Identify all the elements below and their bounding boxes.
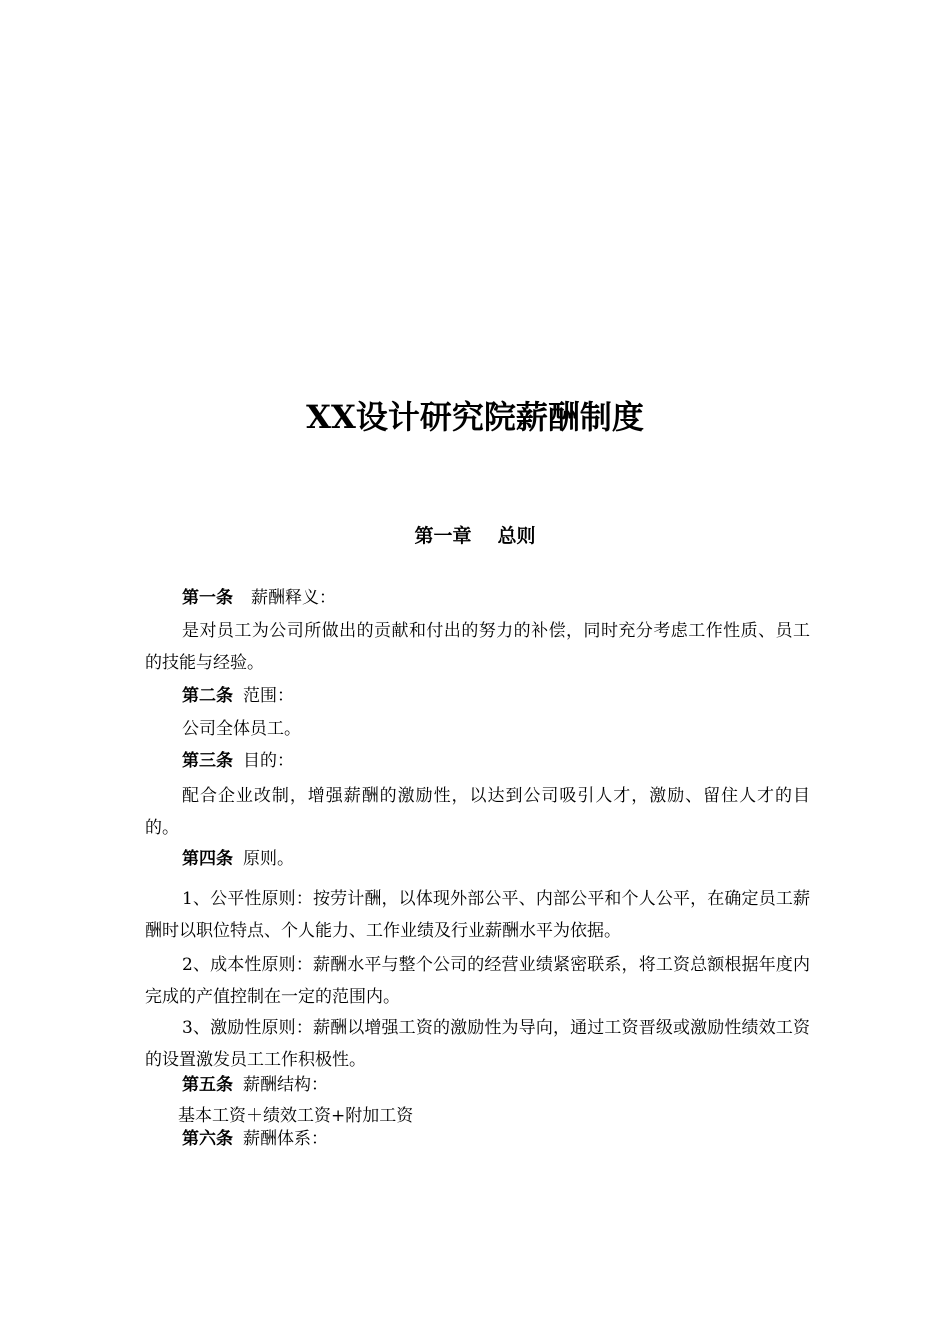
article-2-label: 第二条 [182,686,233,706]
article-1-text: 薪酬释义： [251,588,336,608]
article-1-heading [182,586,336,610]
article-3-heading [182,749,294,773]
article-6-text: 薪酬体系： [243,1129,328,1149]
article-3-label: 第三条 [182,751,233,771]
article-4-heading [182,847,294,871]
article-1-label: 第一条 [182,588,233,608]
article-2-heading [182,684,294,708]
article-2-body: 公司全体员工。 [182,719,301,739]
chapter-number: 第一章 [414,525,472,547]
article-2-text: 范围： [243,686,294,706]
article-6-label: 第六条 [182,1129,233,1149]
article-5-body: 基本工资＋绩效工资+附加工资 [178,1106,414,1126]
article-5-label: 第五条 [182,1075,233,1095]
article-4-text: 原则。 [243,849,294,869]
article-5-heading [182,1073,328,1097]
article-1-body: 是对员工为公司所做出的贡献和付出的努力的补偿，同时充分考虑工作性质、员工的技能与经验。 [145,621,810,673]
article-5-text: 薪酬结构： [243,1075,328,1095]
chapter-name: 总则 [497,525,536,547]
chapter-heading [0,521,950,548]
principle-3: 3、激励性原则：薪酬以增强工资的激励性为导向，通过工资晋级或激励性绩效工资的设置激发员工工作积极性。 [145,1018,810,1070]
article-3-text: 目的： [243,751,294,771]
principle-1: 1、公平性原则：按劳计酬，以体现外部公平、内部公平和个人公平，在确定员工薪酬时以职位特点、个人能力、工作业绩及行业薪酬水平为依据。 [145,889,810,941]
document-title: XX设计研究院薪酬制度 [306,398,644,436]
principle-2: 2、成本性原则：薪酬水平与整个公司的经营业绩紧密联系，将工资总额根据年度内完成的产值控制在一定的范围内。 [145,955,810,1007]
article-6-heading [182,1127,328,1151]
article-3-body: 配合企业改制，增强薪酬的激励性，以达到公司吸引人才，激励、留住人才的目的。 [145,786,810,838]
article-4-label: 第四条 [182,849,233,869]
